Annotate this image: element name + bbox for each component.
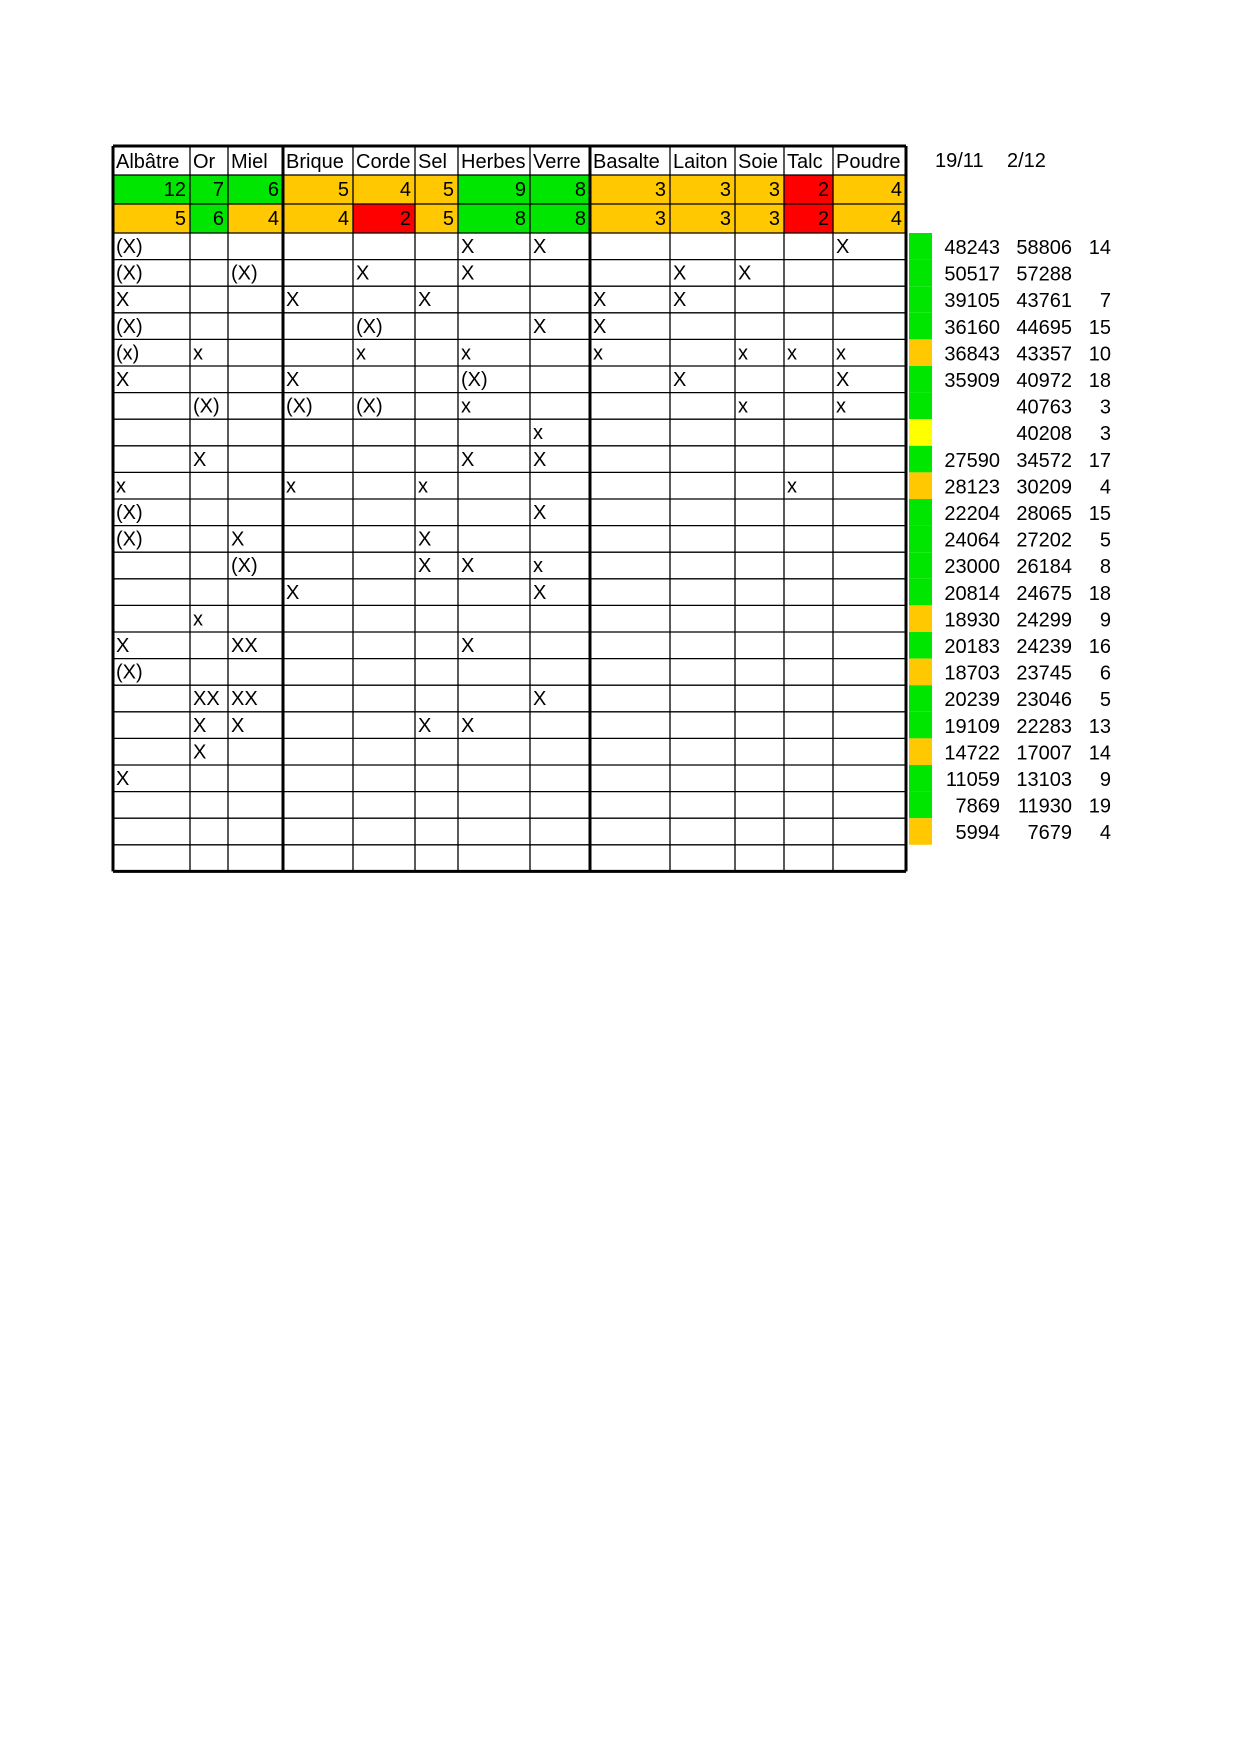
date-header-2: 2/12 — [1007, 150, 1046, 172]
count-first: 22204 — [944, 503, 1000, 525]
status-bar — [909, 313, 932, 340]
status-bar — [909, 738, 932, 765]
summary-value: 4 — [399, 179, 411, 201]
cell-mark: X — [418, 555, 432, 578]
cell-mark: (X) — [116, 236, 143, 258]
column-header: Poudre — [836, 151, 901, 173]
count-first: 7869 — [955, 795, 1000, 818]
count-diff: 18 — [1088, 582, 1111, 605]
count-diff: 5 — [1099, 689, 1111, 712]
count-first: 19109 — [944, 715, 1000, 738]
count-first: 50517 — [944, 263, 1000, 286]
cell-mark: X — [533, 315, 547, 338]
status-bar — [909, 685, 932, 712]
cell-mark: X — [116, 635, 130, 657]
cell-mark: x — [116, 475, 126, 498]
count-second: 22283 — [1016, 715, 1072, 738]
cell-mark: X — [193, 714, 207, 737]
count-second: 24675 — [1016, 582, 1072, 605]
cell-mark: x — [461, 395, 471, 418]
cell-mark: x — [593, 342, 603, 365]
cell-mark: x — [738, 395, 748, 418]
count-second: 28065 — [1016, 503, 1072, 525]
count-diff: 9 — [1099, 609, 1111, 632]
cell-mark: (X) — [116, 315, 143, 338]
column-header: Laiton — [673, 151, 728, 173]
count-diff: 19 — [1088, 795, 1111, 818]
summary-value: 5 — [337, 179, 349, 201]
cell-mark: x — [193, 342, 203, 365]
summary-value: 2 — [817, 179, 829, 201]
count-second: 43761 — [1016, 290, 1072, 313]
cell-mark: X — [286, 369, 300, 391]
cell-mark: x — [836, 395, 846, 418]
count-diff: 10 — [1088, 343, 1111, 366]
cell-mark: X — [738, 262, 752, 285]
summary-value: 3 — [768, 208, 780, 230]
status-bar — [909, 472, 932, 499]
count-first: 20239 — [944, 689, 1000, 712]
count-second: 24239 — [1016, 636, 1072, 658]
summary-value: 5 — [442, 179, 454, 201]
summary-value: 4 — [337, 208, 349, 230]
cell-mark: x — [533, 422, 543, 445]
count-first: 24064 — [944, 529, 1000, 552]
cell-mark: X — [461, 555, 475, 578]
count-first: 18930 — [944, 609, 1000, 632]
count-diff: 8 — [1099, 556, 1111, 579]
cell-mark: x — [286, 475, 296, 498]
date-header-1: 19/11 — [935, 150, 984, 172]
count-first: 11059 — [945, 769, 1000, 791]
cell-mark: X — [593, 289, 607, 312]
cell-mark: x — [356, 342, 366, 365]
cell-mark: (X) — [116, 502, 143, 524]
cell-mark: X — [533, 581, 547, 604]
count-diff: 14 — [1088, 237, 1111, 259]
count-second: 40208 — [1016, 423, 1072, 446]
column-header: Verre — [533, 151, 581, 173]
column-header: Talc — [787, 151, 823, 173]
status-bar — [909, 765, 932, 792]
column-header: Herbes — [461, 151, 526, 173]
cell-mark: X — [836, 236, 850, 258]
cell-mark: X — [673, 289, 687, 312]
cell-mark: X — [116, 289, 130, 312]
cell-mark: X — [461, 448, 475, 471]
cell-mark: X — [533, 502, 547, 524]
cell-mark: x — [461, 342, 471, 365]
status-bar — [909, 605, 932, 632]
count-diff: 7 — [1099, 290, 1111, 313]
cell-mark: XX — [231, 688, 258, 711]
count-second: 7679 — [1027, 822, 1072, 845]
count-diff: 13 — [1088, 715, 1111, 738]
cell-mark: x — [787, 475, 797, 498]
status-bar — [909, 659, 932, 686]
count-second: 27202 — [1016, 529, 1072, 552]
count-second: 30209 — [1016, 476, 1072, 499]
count-diff: 15 — [1088, 316, 1111, 339]
count-second: 58806 — [1016, 237, 1072, 259]
cell-mark: (X) — [193, 395, 220, 418]
count-second: 13103 — [1016, 769, 1072, 791]
count-first: 27590 — [944, 449, 1000, 472]
cell-mark: X — [356, 262, 370, 285]
cell-mark: (X) — [356, 315, 383, 338]
cell-mark: XX — [231, 635, 258, 657]
cell-mark: X — [533, 236, 547, 258]
cell-mark: x — [533, 555, 543, 578]
status-bar — [909, 499, 932, 526]
cell-mark: X — [673, 369, 687, 391]
cell-mark: X — [193, 448, 207, 471]
cell-mark: X — [593, 315, 607, 338]
count-diff: 4 — [1099, 822, 1111, 845]
status-bar — [909, 233, 932, 260]
summary-value: 6 — [212, 208, 224, 230]
count-diff: 5 — [1099, 529, 1111, 552]
status-bar — [909, 552, 932, 579]
cell-mark: x — [787, 342, 797, 365]
cell-mark: (X) — [356, 395, 383, 418]
cell-mark: X — [418, 714, 432, 737]
summary-value: 5 — [442, 208, 454, 230]
count-diff: 3 — [1099, 423, 1111, 446]
summary-value: 3 — [654, 208, 666, 230]
cell-mark: X — [461, 635, 475, 657]
column-header: Soie — [738, 151, 779, 173]
cell-mark: X — [231, 528, 245, 551]
cell-mark: X — [533, 448, 547, 471]
cell-mark: (X) — [116, 661, 143, 684]
count-second: 57288 — [1016, 263, 1072, 286]
count-second: 43357 — [1016, 343, 1072, 366]
summary-value: 4 — [267, 208, 279, 230]
summary-value: 9 — [514, 179, 526, 201]
cell-mark: X — [533, 688, 547, 711]
count-diff: 14 — [1088, 742, 1111, 765]
count-first: 36160 — [944, 316, 1000, 339]
cell-mark: X — [418, 289, 432, 312]
count-second: 24299 — [1016, 609, 1072, 632]
cell-mark: x — [836, 342, 846, 365]
count-second: 44695 — [1016, 316, 1072, 339]
count-diff: 6 — [1099, 662, 1111, 685]
cell-mark: X — [461, 262, 475, 285]
status-bar — [909, 286, 932, 313]
cell-mark: x — [418, 475, 428, 498]
cell-mark: X — [116, 369, 130, 391]
count-diff: 15 — [1088, 503, 1111, 525]
cell-mark: x — [193, 608, 203, 631]
cell-mark: (X) — [461, 369, 488, 391]
column-header: Corde — [356, 151, 411, 173]
count-first: 36843 — [944, 343, 1000, 366]
summary-value: 2 — [399, 208, 411, 230]
status-bar — [909, 632, 932, 659]
cell-mark: X — [461, 714, 475, 737]
status-bar — [909, 526, 932, 553]
count-first: 39105 — [944, 290, 1000, 313]
column-header: Or — [193, 151, 216, 173]
summary-value: 3 — [719, 179, 731, 201]
count-first: 18703 — [944, 662, 1000, 685]
cell-mark: X — [673, 262, 687, 285]
column-header: Sel — [418, 151, 447, 173]
count-diff: 9 — [1099, 769, 1111, 791]
count-first: 28123 — [944, 476, 1000, 499]
count-first: 14722 — [944, 742, 1000, 765]
column-header: Miel — [231, 151, 268, 173]
cell-mark: x — [738, 342, 748, 365]
summary-value: 3 — [768, 179, 780, 201]
cell-mark: X — [836, 369, 850, 391]
status-bar — [909, 579, 932, 606]
cell-mark: (X) — [286, 395, 313, 418]
summary-value: 3 — [654, 179, 666, 201]
summary-value: 3 — [719, 208, 731, 230]
count-second: 23046 — [1016, 689, 1072, 712]
count-diff: 3 — [1099, 396, 1111, 419]
summary-value: 12 — [163, 179, 186, 201]
cell-mark: XX — [193, 688, 220, 711]
cell-mark: X — [461, 236, 475, 258]
cell-mark: (x) — [116, 342, 140, 365]
status-bar — [909, 393, 932, 420]
status-bar — [909, 712, 932, 739]
count-diff: 4 — [1099, 476, 1111, 499]
status-bar — [909, 366, 932, 393]
summary-value: 2 — [817, 208, 829, 230]
column-header: Basalte — [593, 151, 660, 173]
count-second: 40763 — [1016, 396, 1072, 419]
count-first: 48243 — [944, 237, 1000, 259]
count-second: 23745 — [1016, 662, 1072, 685]
summary-value: 4 — [890, 179, 902, 201]
count-second: 40972 — [1016, 370, 1072, 392]
count-diff: 17 — [1088, 449, 1111, 472]
summary-value: 8 — [574, 179, 586, 201]
count-second: 17007 — [1016, 742, 1072, 765]
cell-mark: X — [116, 768, 130, 790]
count-first: 35909 — [944, 370, 1000, 392]
status-bar — [909, 446, 932, 473]
cell-mark: X — [193, 741, 207, 764]
cell-mark: X — [418, 528, 432, 551]
status-bar — [909, 818, 932, 845]
count-first: 20814 — [944, 582, 1000, 605]
column-header: Brique — [286, 151, 344, 173]
status-bar — [909, 419, 932, 446]
cell-mark: (X) — [116, 528, 143, 551]
summary-value: 4 — [890, 208, 902, 230]
cell-mark: (X) — [116, 262, 143, 285]
count-first: 20183 — [944, 636, 1000, 658]
cell-mark: X — [286, 289, 300, 312]
count-first: 5994 — [955, 822, 1000, 845]
count-diff: 18 — [1088, 370, 1111, 392]
summary-value: 6 — [267, 179, 279, 201]
cell-mark: X — [286, 581, 300, 604]
cell-mark: (X) — [231, 555, 258, 578]
status-bar — [909, 339, 932, 366]
status-bar — [909, 260, 932, 287]
summary-value: 5 — [174, 208, 186, 230]
count-second: 34572 — [1016, 449, 1072, 472]
summary-value: 8 — [514, 208, 526, 230]
status-bar — [909, 792, 932, 819]
summary-value: 7 — [212, 179, 224, 201]
count-second: 26184 — [1016, 556, 1072, 579]
column-header: Albâtre — [116, 151, 180, 173]
count-diff: 16 — [1088, 636, 1111, 658]
cell-mark: X — [231, 714, 245, 737]
cell-mark: (X) — [231, 262, 258, 285]
summary-value: 8 — [574, 208, 586, 230]
count-second: 11930 — [1017, 795, 1072, 818]
count-first: 23000 — [944, 556, 1000, 579]
